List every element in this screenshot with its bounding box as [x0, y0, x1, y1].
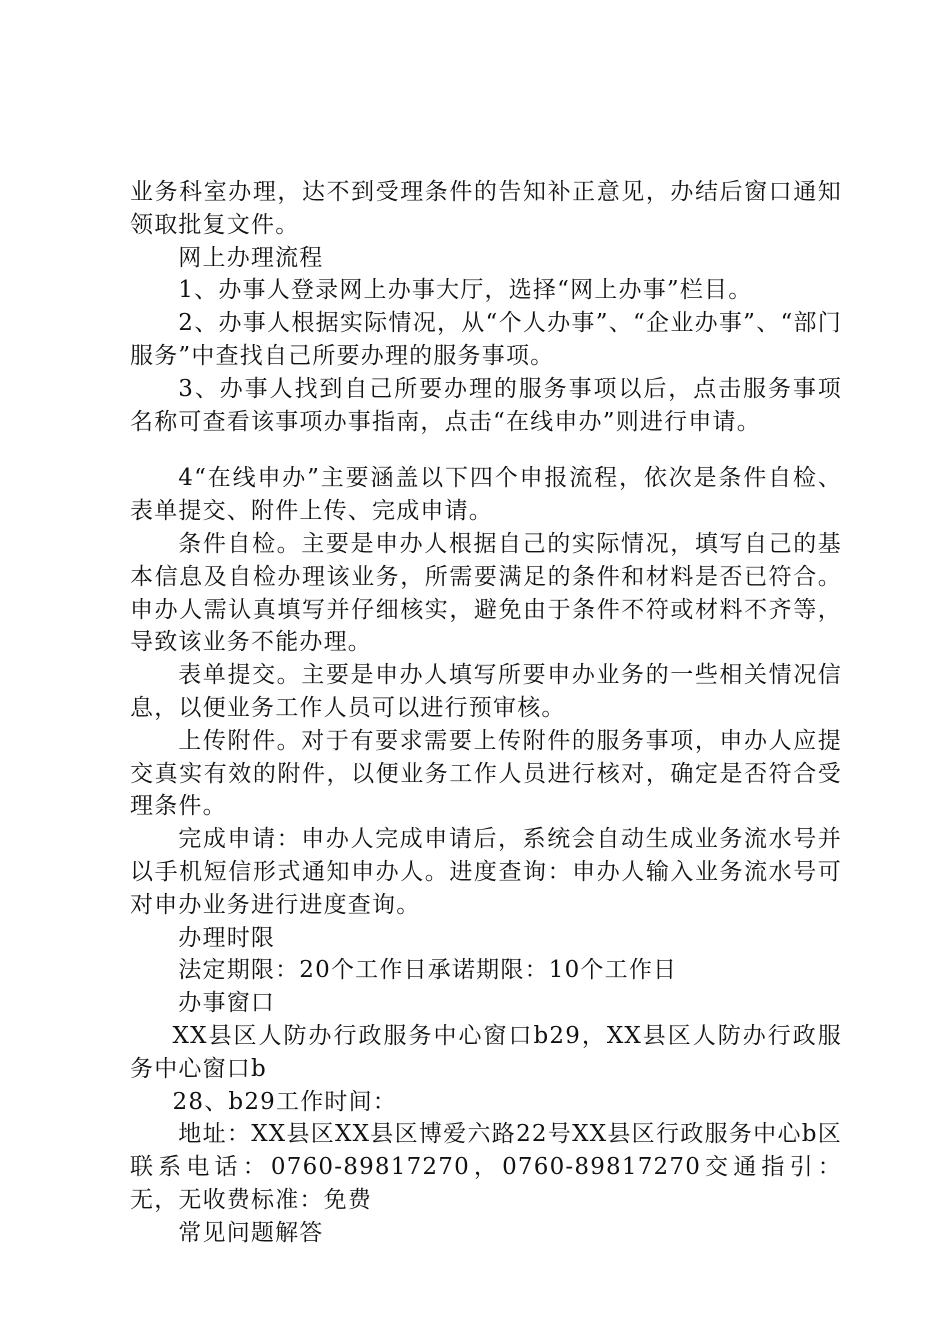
condition-check-paragraph: 条件自检。主要是申办人根据自己的实际情况，填写自己的基本信息及自检办理该业务，所需要满足的条件和材料是否已符合。申办人需认真填写并仔细核实，避免由于条件不符或材料不齐等，导致该业务不能办理。: [130, 530, 842, 656]
time-limit-paragraph: 法定期限：20个工作日承诺期限：10个工作日: [178, 957, 678, 984]
paragraph-continuation: 业务科室办理，达不到受理条件的告知补正意见，办结后窗口通知领取批复文件。: [130, 179, 842, 238]
step-2-paragraph: 2、办事人根据实际情况，从“个人办事”、“企业办事”、“部门服务”中查找自己所要办理的服务事项。: [130, 310, 842, 369]
address-contact-paragraph: 地址：XX县区XX县区博爱六路22号XX县区行政服务中心b区联系电话：0760-89817270，0760-89817270交通指引：无，无收费标准：免费: [130, 1121, 842, 1213]
complete-application-paragraph: 完成申请：申办人完成申请后，系统会自动生成业务流水号并以手机短信形式通知申办人。进度查询：申办人输入业务流水号可对申办业务进行进度查询。: [130, 826, 842, 918]
step-1-paragraph: 1、办事人登录网上办事大厅，选择“网上办事”栏目。: [178, 277, 753, 304]
step-4-paragraph: 4“在线申办”主要涵盖以下四个申报流程，依次是条件自检、表单提交、附件上传、完成申请。: [130, 465, 842, 525]
form-submit-paragraph: 表单提交。主要是申办人填写所要申办业务的一些相关情况信息，以便业务工作人员可以进行预审核。: [130, 662, 842, 721]
service-window-paragraph: XX县区人防办行政服务中心窗口b29，XX县区人防办行政服务中心窗口b: [130, 1022, 842, 1082]
heading-service-window: 办事窗口: [178, 990, 276, 1017]
heading-time-limit: 办理时限: [178, 924, 276, 951]
upload-attachment-paragraph: 上传附件。对于有要求需要上传附件的服务事项，申办人应提交真实有效的附件，以便业务工作人员进行核对，确定是否符合受理条件。: [130, 727, 842, 820]
heading-online-process: 网上办理流程: [178, 244, 324, 271]
working-hours-paragraph: 28、b29工作时间：: [172, 1088, 398, 1115]
heading-faq: 常见问题解答: [178, 1219, 324, 1246]
step-3-paragraph: 3、办事人找到自己所要办理的服务事项以后，点击服务事项名称可查看该事项办事指南，点击“在线申办”则进行申请。: [130, 375, 842, 435]
document-body: [130, 176, 842, 1250]
